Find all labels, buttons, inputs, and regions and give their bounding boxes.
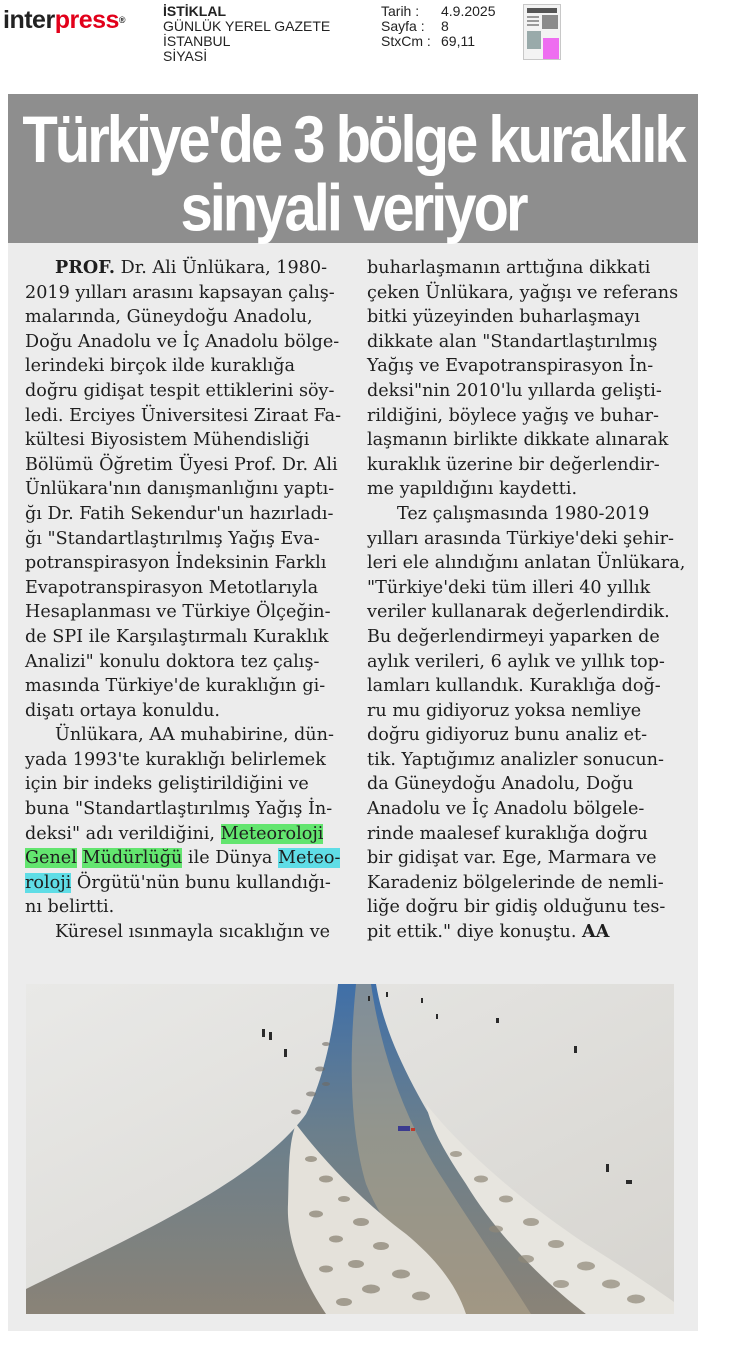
headline-bar [8, 94, 698, 246]
page-label: Sayfa : [381, 18, 425, 34]
lead-word: PROF. [55, 257, 116, 278]
agency-signoff: AA [582, 921, 610, 943]
article-photo-dry-lake [26, 984, 674, 1314]
thumbnail-text-line [527, 24, 539, 26]
highlight-keyword: Meteoroloji [220, 823, 324, 844]
article-text-line: Bu değerlendirmeyi yaparken de [367, 626, 660, 647]
highlight-keyword: roloji [25, 872, 72, 893]
article-text-line: da Güneydoğu Anadolu, Doğu [367, 774, 634, 795]
thumbnail-text-line [527, 20, 539, 22]
registered-mark: ® [118, 15, 126, 25]
article-text-line: ru mu gidiyoruz yoksa nemliye [367, 700, 642, 721]
article-text-line: malarında, Güneydoğu Anadolu, [25, 307, 313, 328]
highlight-keyword: Müdürlüğü [82, 848, 183, 869]
thumbnail-image-block [527, 31, 541, 49]
article-text-line: yılları arasında Türkiye'deki şehir- [367, 528, 674, 549]
thumbnail-image-block [542, 15, 558, 29]
article-text-line: Tez çalışmasında 1980-2019 [397, 503, 650, 524]
article-text-line: ğı "Standartlaştırılmış Yağış Eva- [25, 528, 320, 549]
article-text-line: Küresel ısınmayla sıcaklığın ve [55, 922, 331, 943]
logo-part-press: press [54, 6, 119, 34]
article-text-line: dişatı ortaya konuldu. [25, 700, 221, 721]
article-text-line: ğı Dr. Fatih Sekendur'un hazırladı- [25, 503, 334, 524]
article-text-line: me yapıldığını kaydetti. [367, 479, 578, 500]
page-thumbnail[interactable] [523, 4, 561, 60]
clipping-details [381, 4, 496, 49]
page-value: 8 [441, 18, 449, 34]
article-text-line: 2019 yılları arasını kapsayan çalış- [25, 282, 335, 303]
article-text-line: deksi"nin 2010'lu yıllarda gelişti- [367, 380, 662, 401]
date-row [381, 4, 496, 19]
article-text-line: yada 1993'te kuraklığı belirlemek [25, 749, 326, 770]
article-text-line: nı belirtti. [25, 897, 115, 918]
article-text-line [25, 256, 355, 281]
highlight-keyword: Meteo- [277, 848, 341, 869]
article-clipping [8, 94, 698, 1331]
article-text-line: leri ele alındığını anlatan Ünlükara, [367, 553, 686, 574]
headline-line-1: Türkiye'de 3 bölge kuraklık [22, 102, 684, 177]
article-text-line [367, 920, 697, 945]
article-text-line: Evapotranspirasyon Metotlarıyla [25, 577, 319, 598]
article-text-line [25, 822, 355, 847]
interpress-logo [3, 6, 125, 34]
size-label: StxCm : [381, 33, 431, 49]
text-segment: deksi" adı verildiğini, [25, 823, 221, 844]
article-text-line: aylık verileri, 6 aylık ve yıllık top- [367, 651, 665, 672]
date-label: Tarih : [381, 3, 420, 19]
article-text-line: Doğu Anadolu ve İç Anadolu bölge- [25, 331, 340, 352]
article-text-line [25, 846, 355, 871]
article-text-line: dikkate alan "Standartlaştırılmış [367, 331, 658, 352]
page-row [381, 19, 496, 34]
article-headline [8, 102, 698, 246]
article-text-line: için bir indeks geliştirildiğini ve [25, 774, 309, 795]
article-text-line: potranspirasyon İndeksinin Farklı [25, 553, 327, 574]
article-text-line: masında Türkiye'de kuraklığın gi- [25, 676, 326, 697]
article-text-line: Yağış ve Evapotranspirasyon İn- [367, 356, 654, 377]
article-text-line: lamları kullandık. Kuraklığa doğ- [367, 676, 661, 697]
date-value: 4.9.2025 [441, 3, 496, 19]
article-text-line: de SPI ile Karşılaştırmalı Kuraklık [25, 626, 329, 647]
size-row [381, 34, 496, 49]
article-text-line: Anadolu ve İç Anadolu bölgele- [367, 799, 645, 820]
lead-rest: Dr. Ali Ünlükara, 1980- [115, 258, 328, 278]
article-text-line: lerindeki birçok ilde kuraklığa [25, 356, 296, 377]
article-text-line [25, 871, 355, 896]
article-text-line: Ünlükara'nın danışmanlığını yaptı- [25, 479, 335, 500]
article-text-line: tik. Yaptığımız analizler sonucun- [367, 749, 664, 770]
article-text-line: doğru gidişat tespit ettiklerini söy- [25, 380, 335, 401]
article-text-line: Hesaplanması ve Türkiye Ölçeğin- [25, 602, 331, 623]
article-text-line: Ünlükara, AA muhabirine, dün- [55, 725, 334, 746]
article-text-line: ledi. Erciyes Üniversitesi Ziraat Fa- [25, 405, 342, 426]
text-segment: pit ettik." diye konuştu. [367, 922, 583, 943]
article-text-line: "Türkiye'deki tüm illeri 40 yıllık [367, 577, 651, 598]
text-segment: ile Dünya [182, 848, 278, 869]
article-text-line: Bölümü Öğretim Üyesi Prof. Dr. Ali [25, 454, 338, 475]
logo-part-inter: inter [3, 6, 55, 34]
publication-name: İSTİKLAL [163, 3, 226, 19]
thumbnail-text-line [527, 16, 539, 18]
headline-line-2: sinyali veriyor [180, 170, 526, 246]
publication-info [163, 4, 330, 64]
article-text-line: çeken Ünlükara, yağışı ve referans [367, 282, 679, 303]
article-text-line: kültesi Biyosistem Mühendisliği [25, 430, 310, 451]
article-text-line: bir gidişat var. Ege, Marmara ve [367, 848, 657, 869]
article-text-line: Karadeniz bölgelerinde de nemli- [367, 872, 664, 893]
article-text-line: bitki yüzeyinden buharlaşmayı [367, 307, 640, 328]
article-column-right [367, 256, 697, 945]
article-column-left [25, 256, 355, 945]
text-segment: Örgütü'nün bunu kullandığı- [71, 872, 331, 893]
publication-frequency: GÜNLÜK YEREL GAZETE [163, 18, 331, 34]
article-text-line: rildiğini, böylece yağış ve buhar- [367, 405, 659, 426]
publication-city: İSTANBUL [163, 33, 231, 49]
article-text-line: veriler kullanarak değerlendirdik. [367, 602, 670, 623]
size-value: 69,11 [441, 33, 475, 49]
highlight-keyword: Genel [25, 848, 77, 869]
article-text-line: doğru gidiyoruz bunu analiz et- [367, 725, 648, 746]
article-text-line: rinde maalesef kuraklığa doğru [367, 823, 648, 844]
article-text-line: liğe doğru bir gidiş olduğunu tes- [367, 897, 666, 918]
article-text-line: Analizi" konulu doktora tez çalış- [25, 651, 320, 672]
article-text-line: kuraklık üzerine bir değerlendir- [367, 454, 660, 475]
dry-lake-aerial-illustration [26, 984, 674, 1314]
publication-category: SİYASİ [163, 48, 208, 64]
article-text-line: buna "Standartlaştırılmış Yağış İn- [25, 799, 333, 820]
thumbnail-article-highlight [543, 38, 559, 60]
article-text-line: laşmanın birlikte dikkate alınarak [367, 430, 669, 451]
thumbnail-headline-block [527, 8, 557, 13]
article-text-line: buharlaşmanın arttığına dikkati [367, 258, 651, 278]
